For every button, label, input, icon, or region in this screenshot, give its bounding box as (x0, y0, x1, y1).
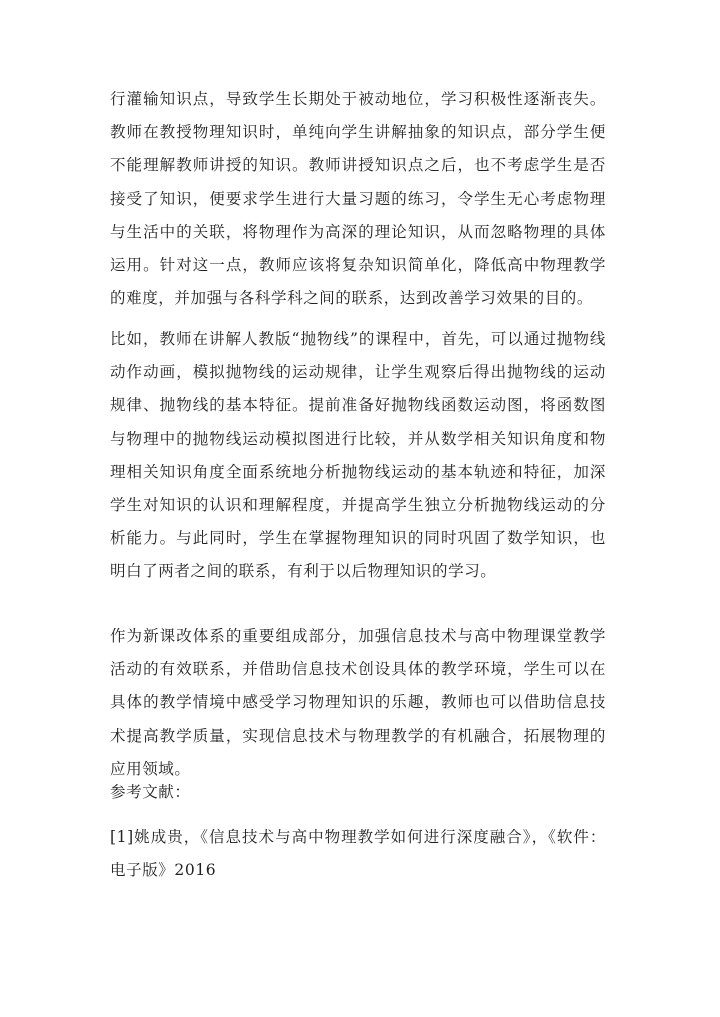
paragraph-text: 作为新课改体系的重要组成部分，加强信息技术与高中物理课堂教学活动的有效联系，并借助信息技术创设具体的教学环境，学生可以在具体的教学情境中感受学习物理知识的乐趣，教师也可以借助信息技术提高教学质量，实现信息技术与物理教学的有机融合，拓展物理的应用领域。 (110, 627, 606, 778)
body-paragraph-2 (110, 323, 606, 589)
paragraph-text: 比如，教师在讲解人教版“抛物线”的课程中，首先，可以通过抛物线动作动画，模拟抛物线的运动规律，让学生观察后得出抛物线的运动规律、抛物线的基本特征。提前准备好抛物线函数运动图，将函数图与物理中的抛物线运动模拟图进行比较，并从数学相关知识角度和物理相关知识角度全面系统地分析抛物线运动的基本轨迹和特征，加深学生对知识的认识和理解程度，并提高学生独立分析抛物线运动的分析能力。与此同时，学生在掌握物理知识的同时巩固了数学知识，也明白了两者之间的联系，有利于以后物理知识的学习。 (110, 330, 606, 581)
references-heading (110, 776, 606, 809)
reference-item-1 (110, 821, 606, 887)
reference-text: [1]姚成贵，《信息技术与高中物理教学如何进行深度融合》，《软件：电子版》2016 (110, 828, 606, 880)
references-heading-text: 参考文献： (110, 783, 191, 801)
paragraph-text: 行灌输知识点，导致学生长期处于被动地位，学习积极性逐渐丧失。教师在教授物理知识时，单纯向学生讲解抽象的知识点，部分学生便不能理解教师讲授的知识。教师讲授知识点之后，也不考虑学生是否接受了知识，便要求学生进行大量习题的练习，令学生无心考虑物理与生活中的关联，将物理作为高深的理论知识，从而忽略物理的具体运用。针对这一点，教师应该将复杂知识简单化，降低高中物理教学的难度，并加强与各科学科之间的联系，达到改善学习效果的目的。 (110, 90, 606, 308)
body-paragraph-1 (110, 83, 606, 315)
body-paragraph-3 (110, 620, 606, 786)
